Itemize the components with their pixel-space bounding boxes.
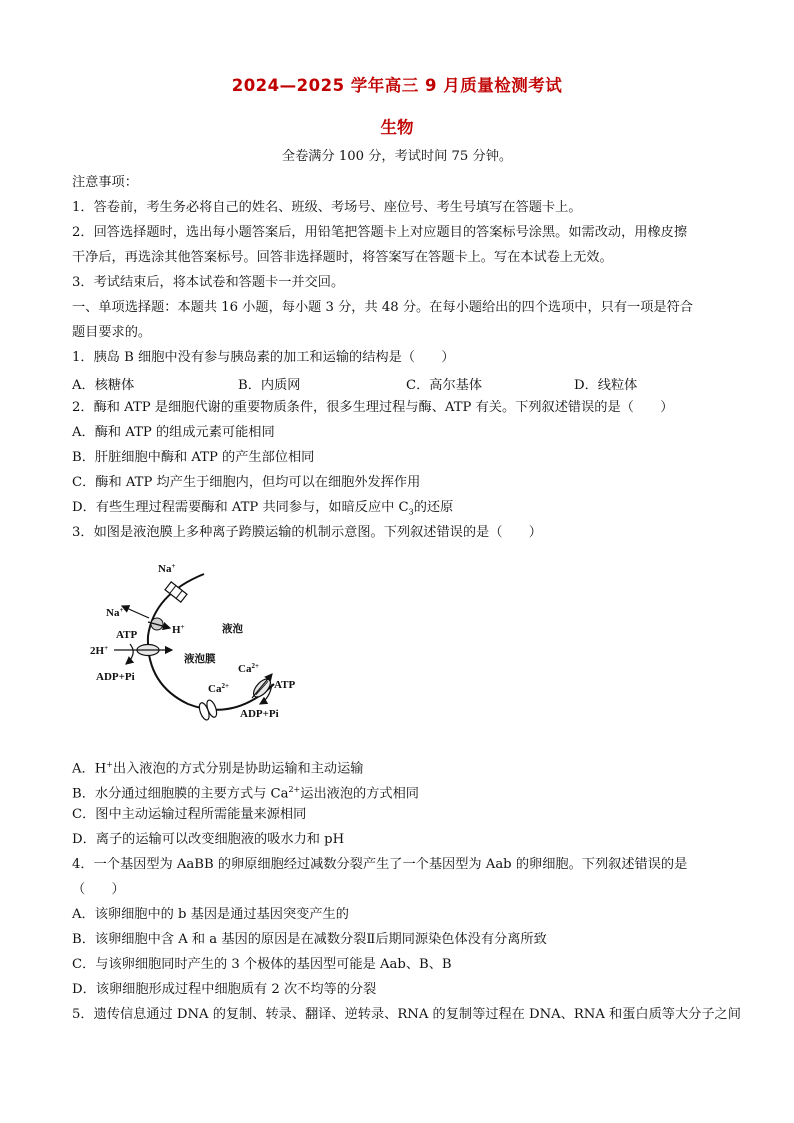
q3-option-a: A．H+出入液泡的方式分别是协助运输和主动运输: [72, 760, 364, 777]
exam-meta: 全卷满分 100 分，考试时间 75 分钟。: [281, 149, 513, 164]
label-membrane: 液泡膜: [184, 653, 216, 665]
q4-option-d: D．该卵细胞形成过程中细胞质有 2 次不均等的分裂: [72, 982, 377, 997]
ion-transport-diagram: [86, 556, 306, 730]
label-adp-right: ADP+Pi: [240, 708, 279, 720]
q4-option-b: B．该卵细胞中含 A 和 a 基因的原因是在减数分裂Ⅱ后期同源染色体没有分离所致: [72, 932, 547, 947]
q4-stem-b: （ ）: [72, 882, 125, 897]
label-h: H+: [172, 623, 185, 636]
label-atp-right: ATP: [274, 679, 296, 691]
note-2a: 2．回答选择题时，选出每小题答案后，用铅笔把答题卡上对应题目的答案标号涂黑。如需改动，用橡皮擦: [72, 225, 688, 240]
label-na-top: Na+: [158, 562, 176, 575]
q2-option-b: B．肝脏细胞中酶和 ATP 的产生部位相同: [72, 450, 315, 465]
note-3: 3．考试结束后，将本试卷和答题卡一并交回。: [72, 275, 345, 290]
q3-option-b: B．水分通过细胞膜的主要方式与 $Ca^{2+}$运出液泡的方式相同: [72, 785, 419, 802]
q1-option-a: A．核糖体: [72, 378, 135, 393]
label-ca-left: $Ca^{2+}$: [208, 682, 229, 695]
label-na-left: Na+: [106, 606, 124, 619]
label-vacuole: 液泡: [222, 623, 243, 635]
ca-channel: [197, 699, 218, 721]
q2-option-c: C．酶和 ATP 均产生于细胞内，但均可以在细胞外发挥作用: [72, 475, 421, 490]
section-heading-a: 一、单项选择题：本题共 16 小题，每小题 3 分，共 48 分。在每小题给出的四个选项中，只有一项是符合: [72, 300, 693, 315]
q2-option-a: A．酶和 ATP 的组成元素可能相同: [72, 425, 275, 440]
q3-option-d: D．离子的运输可以改变细胞液的吸水力和 pH: [72, 832, 345, 847]
q1-option-d: D．线粒体: [574, 378, 638, 393]
q1-option-c: C．高尔基体: [406, 378, 483, 393]
q4-option-a: A．该卵细胞中的 b 基因是通过基因突变产生的: [72, 907, 349, 922]
label-ca-right: $Ca^{2+}$: [238, 662, 259, 675]
q1-option-b: B．内质网: [238, 378, 301, 393]
subject-title: 生物: [380, 118, 414, 137]
q4-stem-a: 4．一个基因型为 AaBB 的卵原细胞经过减数分裂产生了一个基因型为 Aab 的卵细胞。下列叙述错误的是: [72, 857, 688, 872]
note-1: 1．答卷前，考生务必将自己的姓名、班级、考场号、座位号、考生号填写在答题卡上。: [72, 200, 582, 215]
label-2h: 2H+: [90, 644, 109, 657]
section-heading-b: 题目要求的。: [72, 325, 152, 340]
label-atp-left: ATP: [116, 629, 138, 641]
q5-stem: 5．遗传信息通过 DNA 的复制、转录、翻译、逆转录、RNA 的复制等过程在 DNA、RNA 和蛋白质等大分子之间: [72, 1007, 741, 1022]
q2-stem: 2．酶和 ATP 是细胞代谢的重要物质条件，很多生理过程与酶、ATP 有关。下列叙述错误的是（ ）: [72, 400, 674, 415]
q1-stem: 1．胰岛 B 细胞中没有参与胰岛素的加工和运输的结构是（ ）: [72, 350, 455, 365]
notes-heading: 注意事项：: [72, 175, 138, 190]
note-2b: 干净后，再选涂其他答案标号。回答非选择题时，将答案写在答题卡上。写在本试卷上无效。: [72, 250, 613, 265]
exam-title: 2024—2025 学年高三 9 月质量检测考试: [231, 76, 563, 95]
q2-option-d: D．有些生理过程需要酶和 ATP 共同参与，如暗反应中 $C_3$的还原: [72, 500, 454, 517]
q3-stem: 3．如图是液泡膜上多种离子跨膜运输的机制示意图。下列叙述错误的是（ ）: [72, 525, 542, 540]
q3-option-c: C．图中主动运输过程所需能量来源相同: [72, 807, 307, 822]
q4-option-c: C．与该卵细胞同时产生的 3 个极体的基因型可能是 Aab、B、B: [72, 957, 452, 972]
label-adp-left: ADP+Pi: [96, 671, 135, 683]
